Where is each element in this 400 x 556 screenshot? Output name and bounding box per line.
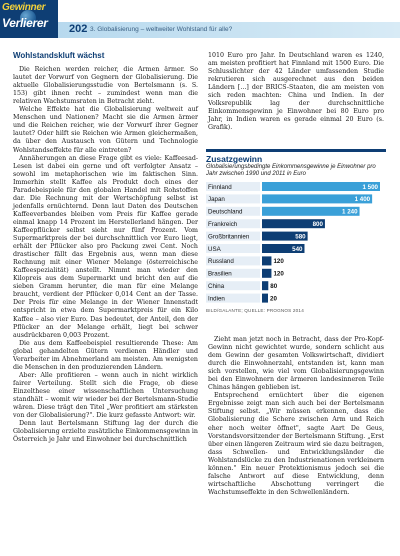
category-label: Finnland — [208, 183, 232, 191]
category-label: USA — [208, 245, 221, 253]
right-column-top — [208, 52, 384, 132]
data-label: 1 400 — [354, 196, 371, 204]
income-gain-chart — [206, 149, 386, 327]
data-label: 1 500 — [362, 183, 378, 191]
data-label: 80 — [270, 283, 278, 290]
category-label: China — [208, 283, 225, 290]
logo-text-gewinner: Gewinner — [2, 2, 46, 13]
page-number: 202 — [69, 23, 88, 35]
right-column-bottom — [208, 336, 384, 497]
data-label: 1 240 — [342, 208, 358, 216]
paragraph: 1010 Euro pro Jahr. In Deutschland waren es 1240, am meisten profitiert hat Finnland mit 1500 Euro. Die Schlusslichter der 42 Länder umfassenden Studie rekrutieren sich ausgerechnet aus den beiden Ländern [...] der BRICS-Staaten, die am meisten von sich reden machten: China und Indien. In der Volksrepublik lag der durchschnittliche Einkommensgewinn je Einwohner bei 80 Euro pro Jahr, in Indien waren es gerade einmal 20 Euro (s. Grafik). — [208, 52, 384, 132]
category-label: Indien — [208, 295, 225, 303]
category-label: Japan — [208, 196, 225, 204]
chart-source: BILD/GALANTE; QUELLE: PROGNOS 2014 — [206, 308, 304, 313]
bar — [262, 256, 271, 265]
chart-top-rule — [206, 149, 386, 152]
category-label: Großbritannien — [208, 233, 250, 241]
running-head: 3. Globalisierung – weltweiter Wohlstand für alle? — [90, 26, 233, 33]
category-label: Frankreich — [208, 221, 238, 228]
chart-subtitle: Globalisierungsbedingte Einkommensgewinne je Einwohner pro Jahr zwischen 1990 und 2011 in Euro — [206, 164, 376, 177]
data-label: 580 — [295, 233, 306, 241]
data-label: 540 — [292, 245, 303, 253]
chart-title: Zusatzgewinn — [206, 154, 263, 164]
paragraph: Annäherungen an diese Frage gibt es viele: Kaffeesad-Lesen ist dabei ein gerne und oft verfolgter Ansatz – sowohl im metaphorischen wie im faktischen Sinn. Immerhin stellt Kaffee als Produkt doch eines der Paradebeispiele für den globalen Handel mit Rohstoffen dar. Die Rechnung mit der Wertschöpfung selbst ist jedenfalls ernüchternd. Denn laut Daten des Deutschen Kaffeeverbandes bleiben vom Preis für Kaffee gerade einmal knapp 14 Prozent im Herstellerland hängen. Der Kaffeepflücker selbst sieht nur fünf Prozent. Vom Supermarktpreis der bei durchschnittlich vor Euro liegt, erhält der Pflücker also pro Packung zwei Cent. Noch drastischer fällt das Ergebnis aus, wenn man diese Rechnung mit einer Wiener Melange (österreichische Kaffeespezialität) anstellt. Nimmt man wieder den Kilopreis aus dem Supermarkt und bricht den auf die sieben Gramm herunter, die man für eine Melange braucht, verdient der Pflücker 0,014 Cent an der Tasse. Der Preis für eine Melange in der Wiener Innenstadt entspricht in etwa dem Supermarktpreis für ein Kilo Kaffee – also vier Euro. Das bedeutet, der Anteil, den der Pflücker an der Melange erhält, liegt bei schwer ausdrückbaren 0,003 Prozent. — [13, 154, 198, 339]
paragraph: Die Reichen werden reicher, die Armen ärmer. So lautet der Vorwurf von Gegnern der Globalisierung. Die aktuelle Globalisierungsstudie von Bertelsmann (s. S. 153) gibt ihnen recht – zumindest wenn man die relativen Wachstumsraten in Betracht zieht. — [13, 66, 198, 106]
data-label: 800 — [312, 221, 323, 228]
data-label: 120 — [273, 258, 284, 266]
bar — [262, 269, 271, 278]
paragraph: Welche Effekte hat die Globalisierung weltweit auf Menschen und Nationen? Macht sie die Armen ärmer und die Reichen reicher, wie der Vorwurf ihrer Gegner lautet? Oder hilft sie Reichen wie Armen gleichermaßen, da über den Austausch von Gütern und Technologie Wohlstandseffekte für alle eintreten? — [13, 106, 198, 154]
paragraph: Denn laut Bertelsmann Stiftung lag der durch die Globalisierung erzielte zusätzliche Einkommensgewinn in Österreich je Jahr und Einwohner bei durchschnittlich — [13, 420, 198, 444]
paragraph: Die aus dem Kaffeebeispiel resultierende These: Am global gehandelten Gütern verdienen Händler und Verarbeiter im Abnehmerland am meisten. Am wenigsten die Menschen in den produzierenden Ländern. — [13, 339, 198, 371]
paragraph: Zieht man jetzt noch in Betracht, dass der Pro-Kopf-Gewinn nicht gewichtet wurde, sondern schlicht aus dem Gewinn der gesamten Volkswirtschaft, dividiert durch die Einwohnerzahl, entstanden ist, kann man sich vorstellen, wie viel vom Globalisierungsgewinn bei den Einwohnern der ärmeren landesinneren Teile Chinas hängen geblieben ist. — [208, 336, 384, 392]
category-label: Deutschland — [208, 208, 243, 216]
left-column — [13, 52, 198, 444]
data-label: 120 — [273, 270, 284, 278]
paragraph: Aber: Alle profitieren – wenn auch in nicht wirklich fairer Verteilung. Stellt sich die Frage, ob diese Einzelthese einer wissenschaftlichen Untersuchung standhält – womit wir wieder bei der Bertelsmann-Studie wären. Diese trägt den Titel „Wer profitiert am stärksten von der Globalisierung?". Die kurz gefasste Antwort: wir. — [13, 371, 198, 420]
bar — [262, 294, 268, 303]
chart-plot — [206, 181, 386, 307]
category-label: Russland — [208, 258, 234, 266]
bar — [262, 281, 268, 290]
book-logo — [0, 0, 58, 38]
logo-text-verlierer: Verlierer — [2, 16, 48, 30]
data-label: 20 — [270, 295, 277, 303]
paragraph: Entsprechend ernüchtert über die eigenen Ergebnisse zeigt man sich auch bei der Bertelsmann Stiftung selbst. „Wir müssen erkennen, dass die Globalisierung die Schere zwischen Arm und Reich eher noch weiter öffnet", sagte Aart De Geus, Vorstandsvorsitzender der Bertelsmann Stiftung. „Erst über einen längeren Zeitraum wird sie dazu beitragen, dass Schwellen- und Entwicklungsländer die Wohlstandslücke zu den Industrienationen verkleinern können." Ein neuer Protektionismus jedoch sei die falsche Antwort auf diese Entwicklung, denn wirtschaftliche Abschottung verringert die Wachstumseffekte in den Schwellenländern. — [208, 392, 384, 496]
category-label: Brasilien — [208, 270, 232, 278]
section-heading: Wohlstandskluft wächst — [13, 51, 105, 60]
